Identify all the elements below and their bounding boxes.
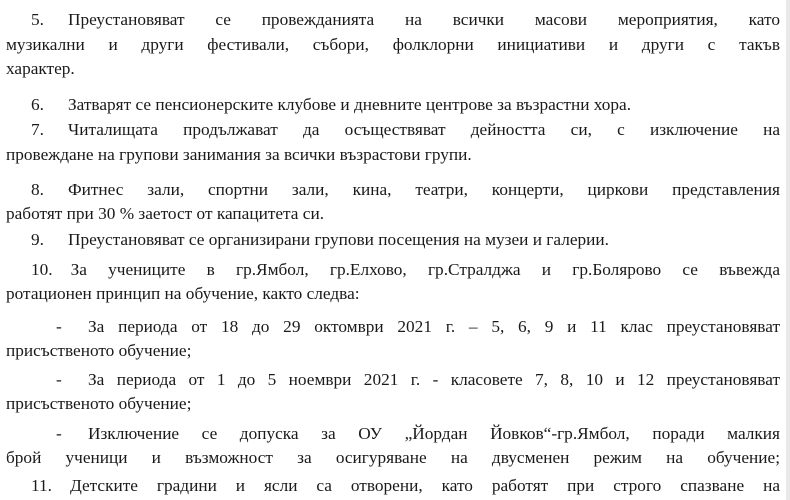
item-number: 8. <box>31 180 44 199</box>
bullet-2-line-1 <box>6 369 780 391</box>
item-5-line-2: музикални и други фестивали, събори, фолклорни инициативи и други с такъв <box>6 35 780 54</box>
item-9-line-1 <box>6 229 609 251</box>
item-8-line-2: работят при 30 % заетост от капацитета си. <box>6 204 325 223</box>
item-text: Преустановяват се провежданията на всички масови мероприятия, като <box>67 10 780 29</box>
bullet-1-line-1 <box>6 316 780 338</box>
item-number: 7. <box>31 120 44 139</box>
item-7-line-1 <box>6 119 780 141</box>
item-text: Затварят се пенсионерските клубове и дневните центрове за възрастни хора. <box>67 95 632 114</box>
item-8-line-1 <box>6 179 780 201</box>
item-text: Детските градини и ясли са отворени, като работят при строго спазване на <box>69 476 780 495</box>
item-text: Преустановяват се организирани групови посещения на музеи и галерии. <box>67 230 609 249</box>
item-text: Фитнес зали, спортни зали, кина, театри, концерти, циркови представления <box>67 180 780 199</box>
item-text: Читалищата продължават да осъществяват дейността си, с изключение на <box>67 120 780 139</box>
bullet-3-line-2: брой ученици и възможност за осигуряване на двусменен режим на обучение; <box>6 448 780 467</box>
item-text: За учениците в гр.Ямбол, гр.Елхово, гр.Стралджа и гр.Болярово се въвежда <box>70 260 780 279</box>
bullet-marker: - <box>56 424 62 443</box>
bullet-text: Изключение се допуска за ОУ „Йордан Йовков“-гр.Ямбол, поради малкия <box>88 424 780 443</box>
item-10-line-2: ротационен принцип на обучение, както следва: <box>6 284 360 303</box>
item-7-line-2: провеждане на групови занимания за всички възрастови групи. <box>6 145 472 164</box>
page-edge-shadow <box>786 0 790 500</box>
item-number: 6. <box>31 95 44 114</box>
bullet-marker: - <box>56 317 62 336</box>
bullet-marker: - <box>56 370 62 389</box>
bullet-2-line-2: присъственото обучение; <box>6 394 192 413</box>
item-number: 9. <box>31 230 44 249</box>
bullet-3-line-1 <box>6 423 780 445</box>
item-6-line-1 <box>6 94 631 116</box>
item-11-line-1 <box>6 475 780 497</box>
item-5-line-3: характер. <box>6 59 75 78</box>
item-number: 10. <box>31 260 53 279</box>
item-number: 11. <box>31 476 52 495</box>
bullet-1-line-2: присъственото обучение; <box>6 341 192 360</box>
item-10-line-1 <box>6 259 780 281</box>
item-5-line-1 <box>6 9 780 31</box>
item-number: 5. <box>31 10 44 29</box>
bullet-text: За периода от 18 до 29 октомври 2021 г. – 5, 6, 9 и 11 клас преустановяват <box>88 317 780 336</box>
bullet-text: За периода от 1 до 5 ноември 2021 г. - класовете 7, 8, 10 и 12 преустановяват <box>88 370 780 389</box>
